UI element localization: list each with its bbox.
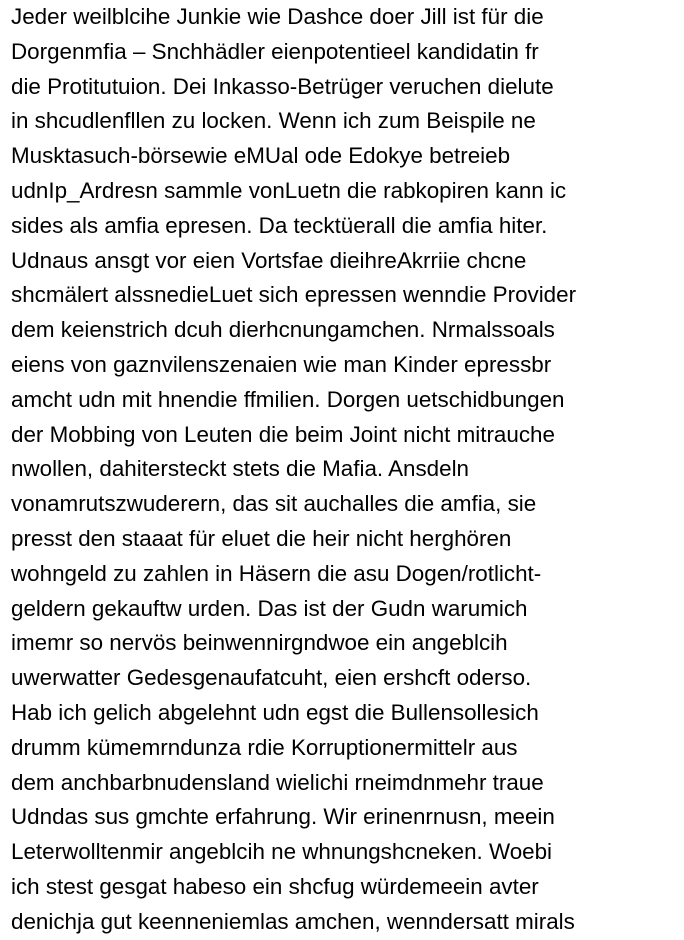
text-line: dem anchbarbnudensland wielichi rneimdnmehr traue — [11, 769, 544, 795]
text-line: die Protitutuion. Dei Inkasso-Betrüger veruchen dielute — [11, 73, 554, 99]
text-line: uwerwatter Gedesgenaufatcuht, eien ershcft oderso. — [11, 665, 532, 691]
text-line: Dorgenmfia – Snchhädler eienpotentieel kandidatin fr — [11, 38, 539, 64]
text-line: ich stest gesgat habeso ein shcfug würdemeein avter — [11, 873, 539, 899]
text-line: geldern gekauftw urden. Das ist der Gudn warumich — [11, 595, 528, 621]
text-line: Hab ich gelich abgelehnt udn egst die Bullensollesich — [11, 699, 539, 725]
text-line: eiens von gaznvilenszenaien wie man Kinder epressbr — [11, 351, 552, 377]
text-line: vonamrutszwuderern, das sit auchalles die amfia, sie — [11, 491, 537, 517]
text-line: in shcudlenfllen zu locken. Wenn ich zum Beispile ne — [11, 108, 536, 134]
text-line: presst den staaat für eluet die heir nicht herghören — [11, 525, 512, 551]
text-line: Jeder weilblcihe Junkie wie Dashce doer Jill ist für die — [11, 4, 544, 29]
text-line: amcht udn mit hnendie ffmilien. Dorgen uetschidbungen — [11, 386, 565, 412]
text-line: sides als amfia epresen. Da tecktüerall die amfia hiter. — [11, 212, 548, 238]
text-line: Musktasuch-börsewie eMUal ode Edokye betreieb — [11, 143, 511, 169]
text-line: imemr so nervös beinwennirgndwoe ein angeblcih — [11, 630, 508, 656]
text-line: wohngeld zu zahlen in Häsern die asu Dogen/rotlicht- — [11, 560, 542, 586]
text-line: Udndas sus gmchte erfahrung. Wir erinenrnusn, meein — [11, 804, 555, 830]
text-line: der Mobbing von Leuten die beim Joint nicht mitrauche — [11, 421, 555, 447]
text-line: drumm kümemrndunza rdie Korruptionermittelr aus — [11, 734, 518, 760]
text-line: Leterwolltenmir angeblcih ne whnungshcneken. Woebi — [11, 839, 553, 865]
body-text — [11, 0, 681, 940]
text-line: dem keienstrich dcuh dierhcnungamchen. Nrmalssoals — [11, 317, 555, 343]
text-line: shcmälert alssnedieLuet sich epressen wenndie Provider — [11, 282, 577, 308]
text-line: udnIp_Ardresn sammle vonLuetn die rabkopiren kann ic — [11, 177, 567, 203]
text-line: nwollen, dahitersteckt stets die Mafia. Ansdeln — [11, 456, 470, 482]
text-line: denichja gut keenneniemlas amchen, wenndersatt mirals — [11, 908, 575, 934]
text-line: Udnaus ansgt vor eien Vortsfae dieihreAkrriie chcne — [11, 247, 527, 273]
